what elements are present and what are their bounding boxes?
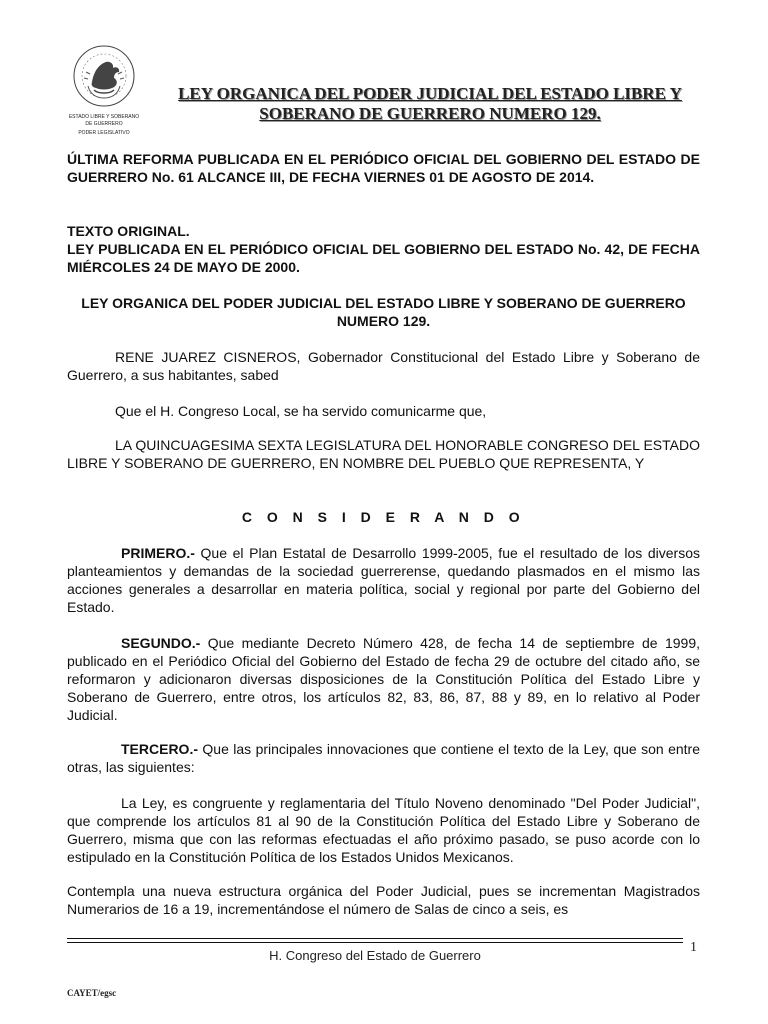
primero-label: PRIMERO.-	[121, 545, 195, 561]
footer-rule-thick	[67, 938, 683, 939]
primero-text: Que el Plan Estatal de Desarrollo 1999-2005, fue el resultado de los diversos planteamientos y demandas de la sociedad guerrerense, quedando plasmados en el mismo las acciones generales a desarrollar en materia política, social y regional por parte del Gobierno del Estado.	[67, 545, 700, 615]
contempla-paragraph: Contempla una nueva estructura orgánica del Poder Judicial, pues se incrementan Magistrados Numerarios de 16 a 19, incrementándose el número de Salas de cinco a seis, es	[67, 883, 700, 917]
seal-caption-line1: ESTADO LIBRE Y SOBERANO	[68, 114, 140, 120]
primero-paragraph	[67, 544, 700, 616]
considerando-heading: C O N S I D E R A N D O	[241, 509, 526, 525]
ley-paragraph: La Ley, es congruente y reglamentaria del Título Noveno denominado "Del Poder Judicial", que comprende los artículos 81 al 90 de la Constitución Política del Estado Libre y Soberano de Guerrero, misma que con las reformas efectuadas el año próximo pasado, se puso acorde con lo estipulado en la Constitución Política de los Estados Unidos Mexicanos.	[67, 795, 700, 865]
governor-paragraph: RENE JUAREZ CISNEROS, Gobernador Constitucional del Estado Libre y Soberano de Guerrero, a sus habitantes, sabed	[67, 349, 700, 383]
law-heading: LEY ORGANICA DEL PODER JUDICIAL DEL ESTADO LIBRE Y SOBERANO DE GUERRERO NUMERO 129.	[81, 295, 686, 329]
seal-caption-line2: DE GUERRERO	[85, 121, 123, 127]
seal-caption-line3: PODER LEGISLATIVO	[78, 130, 130, 136]
reform-notice: ÚLTIMA REFORMA PUBLICADA EN EL PERIÓDICO OFICIAL DEL GOBIERNO DEL ESTADO DE GUERRERO No. 61 ALCANCE III, DE FECHA VIERNES 01 DE AGOSTO DE 2014.	[67, 151, 700, 185]
legislature-paragraph: LA QUINCUAGESIMA SEXTA LEGISLATURA DEL HONORABLE CONGRESO DEL ESTADO LIBRE Y SOBERANO DE GUERRERO, EN NOMBRE DEL PUEBLO QUE REPRESENTA, Y	[67, 437, 700, 471]
document-title-line1: LEY ORGANICA DEL PODER JUDICIAL DEL ESTADO LIBRE Y	[178, 84, 682, 103]
footer-congress-name: H. Congreso del Estado de Guerrero	[269, 948, 481, 963]
segundo-paragraph	[67, 634, 700, 724]
congress-paragraph: Que el H. Congreso Local, se ha servido comunicarme que,	[115, 403, 487, 419]
original-text-label: TEXTO ORIGINAL.	[67, 223, 190, 239]
tercero-text: Que las principales innovaciones que contiene el texto de la Ley, que son entre otras, las siguientes:	[67, 741, 700, 775]
tercero-paragraph	[67, 740, 700, 776]
document-title-line2: SOBERANO DE GUERRERO NUMERO 129.	[259, 104, 601, 123]
document-code: CAYET/egsc	[67, 988, 117, 998]
tercero-label: TERCERO.-	[121, 741, 198, 757]
eagle-emblem-icon	[64, 42, 144, 114]
footer-rule-thin	[67, 942, 683, 943]
segundo-label: SEGUNDO.-	[121, 635, 201, 651]
segundo-text: Que mediante Decreto Número 428, de fecha 14 de septiembre de 1999, publicado en el Periódico Oficial del Gobierno del Estado de fecha 29 de octubre del citado año, se reformaron y adicionaron diversas disposiciones de la Constitución Política del Estado Libre y Soberano de Guerrero, entre otros, los artículos 82, 83, 86, 87, 88 y 89, en lo relativo al Poder Judicial.	[67, 635, 700, 723]
document-title	[160, 84, 700, 124]
original-publication: LEY PUBLICADA EN EL PERIÓDICO OFICIAL DEL GOBIERNO DEL ESTADO No. 42, DE FECHA MIÉRCOLES 24 DE MAYO DE 2000.	[67, 241, 700, 275]
page-number: 1	[690, 940, 697, 955]
